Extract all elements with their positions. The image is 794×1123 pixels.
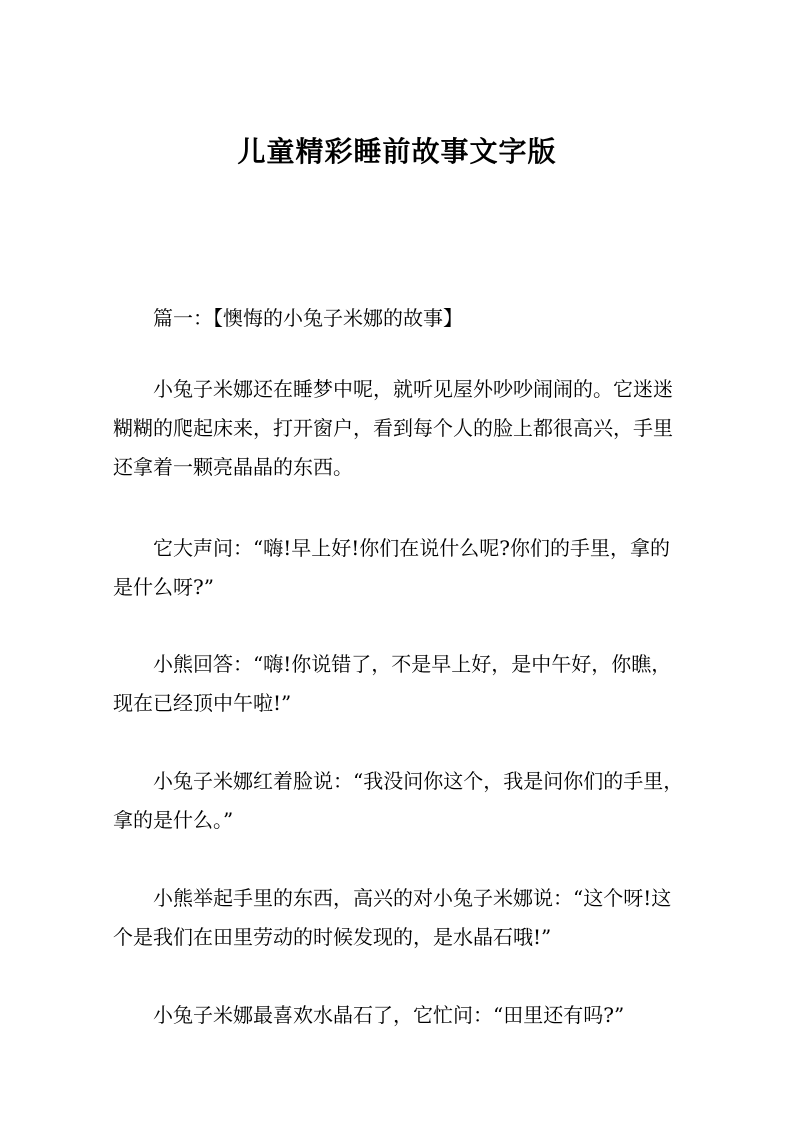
paragraph-line: 现在已经顶中午啦!” xyxy=(113,691,292,715)
paragraph-line: 是什么呀?” xyxy=(113,575,214,599)
paragraph-line: 小兔子米娜还在睡梦中呢，就听见屋外吵吵闹闹的。它迷迷 xyxy=(153,377,673,401)
paragraph-section-heading xyxy=(113,299,693,338)
paragraph xyxy=(113,370,693,487)
paragraph-line: 拿的是什么。” xyxy=(113,808,234,832)
paragraph xyxy=(113,762,693,840)
paragraph-line: 它大声问：“嗨!早上好!你们在说什么呢?你们的手里，拿的 xyxy=(153,536,671,560)
paragraph-line: 篇一：【懊悔的小兔子米娜的故事】 xyxy=(153,306,463,330)
paragraph-line: 小熊举起手里的东西，高兴的对小兔子米娜说：“这个呀!这 xyxy=(153,886,672,910)
paragraph-line: 小兔子米娜红着脸说：“我没问你这个，我是问你们的手里， xyxy=(153,769,684,793)
document-title: 儿童精彩睡前故事文字版 xyxy=(237,135,557,168)
paragraph-line: 还拿着一颗亮晶晶的东西。 xyxy=(113,455,353,479)
paragraph xyxy=(113,879,693,957)
paragraph-line: 糊糊的爬起床来，打开窗户，看到每个人的脸上都很高兴，手里 xyxy=(113,416,673,440)
paragraph xyxy=(113,645,693,723)
paragraph-line: 小兔子米娜最喜欢水晶石了，它忙问：“田里还有吗?” xyxy=(153,1003,625,1027)
paragraph xyxy=(113,529,693,607)
paragraph xyxy=(113,996,693,1035)
paragraph-line: 小熊回答：“嗨!你说错了，不是早上好，是中午好，你瞧， xyxy=(153,652,672,676)
paragraph-line: 个是我们在田里劳动的时候发现的，是水晶石哦!” xyxy=(113,925,552,949)
